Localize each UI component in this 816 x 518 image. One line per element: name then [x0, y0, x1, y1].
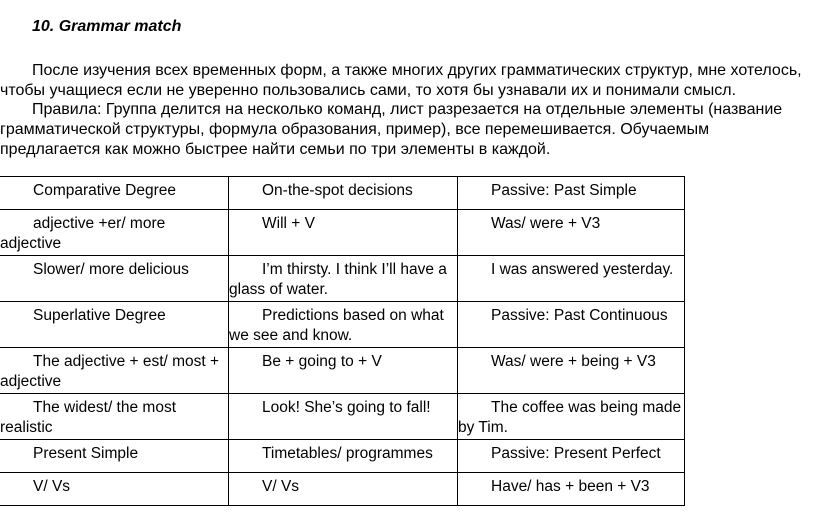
table-cell: Superlative Degree	[0, 302, 229, 348]
table-cell: Predictions based on what we see and know.	[229, 302, 458, 348]
table-cell: I’m thirsty. I think I’ll have a glass of water.	[229, 256, 458, 302]
table-row	[0, 177, 685, 210]
table-cell: adjective +er/ more adjective	[0, 210, 229, 256]
table-cell: V/ Vs	[0, 473, 229, 506]
table-cell: The adjective + est/ most + adjective	[0, 348, 229, 394]
table-cell: I was answered yesterday.	[458, 256, 685, 302]
table-cell: Slower/ more delicious	[0, 256, 229, 302]
table-row	[0, 348, 685, 394]
table-row	[0, 394, 685, 440]
grammar-match-table	[0, 176, 685, 506]
intro-paragraph: После изучения всех временных форм, а также многих других грамматических структур, мне хотелось, чтобы учащиеся если не уверенно пользовались сами, то хотя бы узнавали их и понимали смысл.	[0, 62, 802, 99]
table-row	[0, 210, 685, 256]
exercise-heading: 10. Grammar match	[32, 18, 182, 35]
table-cell: Was/ were + V3	[458, 210, 685, 256]
table-cell: Timetables/ programmes	[229, 440, 458, 473]
table-cell: Passive: Past Continuous	[458, 302, 685, 348]
table-cell: V/ Vs	[229, 473, 458, 506]
table-row	[0, 473, 685, 506]
table-cell: Was/ were + being + V3	[458, 348, 685, 394]
table-cell: The coffee was being made by Tim.	[458, 394, 685, 440]
table-cell: On-the-spot decisions	[229, 177, 458, 210]
table-cell: Present Simple	[0, 440, 229, 473]
table-row	[0, 302, 685, 348]
table-cell: Look! She’s going to fall!	[229, 394, 458, 440]
table-cell: Passive: Present Perfect	[458, 440, 685, 473]
rules-paragraph: Правила: Группа делится на несколько команд, лист разрезается на отдельные элементы (название грамматической структуры, формула образования, пример), все перемешивается. Обучаемым предлагается как можно быстрее найти семьи по три элементы в каждой.	[0, 101, 783, 158]
table-cell: Passive: Past Simple	[458, 177, 685, 210]
table-row	[0, 440, 685, 473]
table-cell: Comparative Degree	[0, 177, 229, 210]
table-row	[0, 256, 685, 302]
table-cell: Will + V	[229, 210, 458, 256]
table-cell: Have/ has + been + V3	[458, 473, 685, 506]
table-cell: Be + going to + V	[229, 348, 458, 394]
table-cell: The widest/ the most realistic	[0, 394, 229, 440]
